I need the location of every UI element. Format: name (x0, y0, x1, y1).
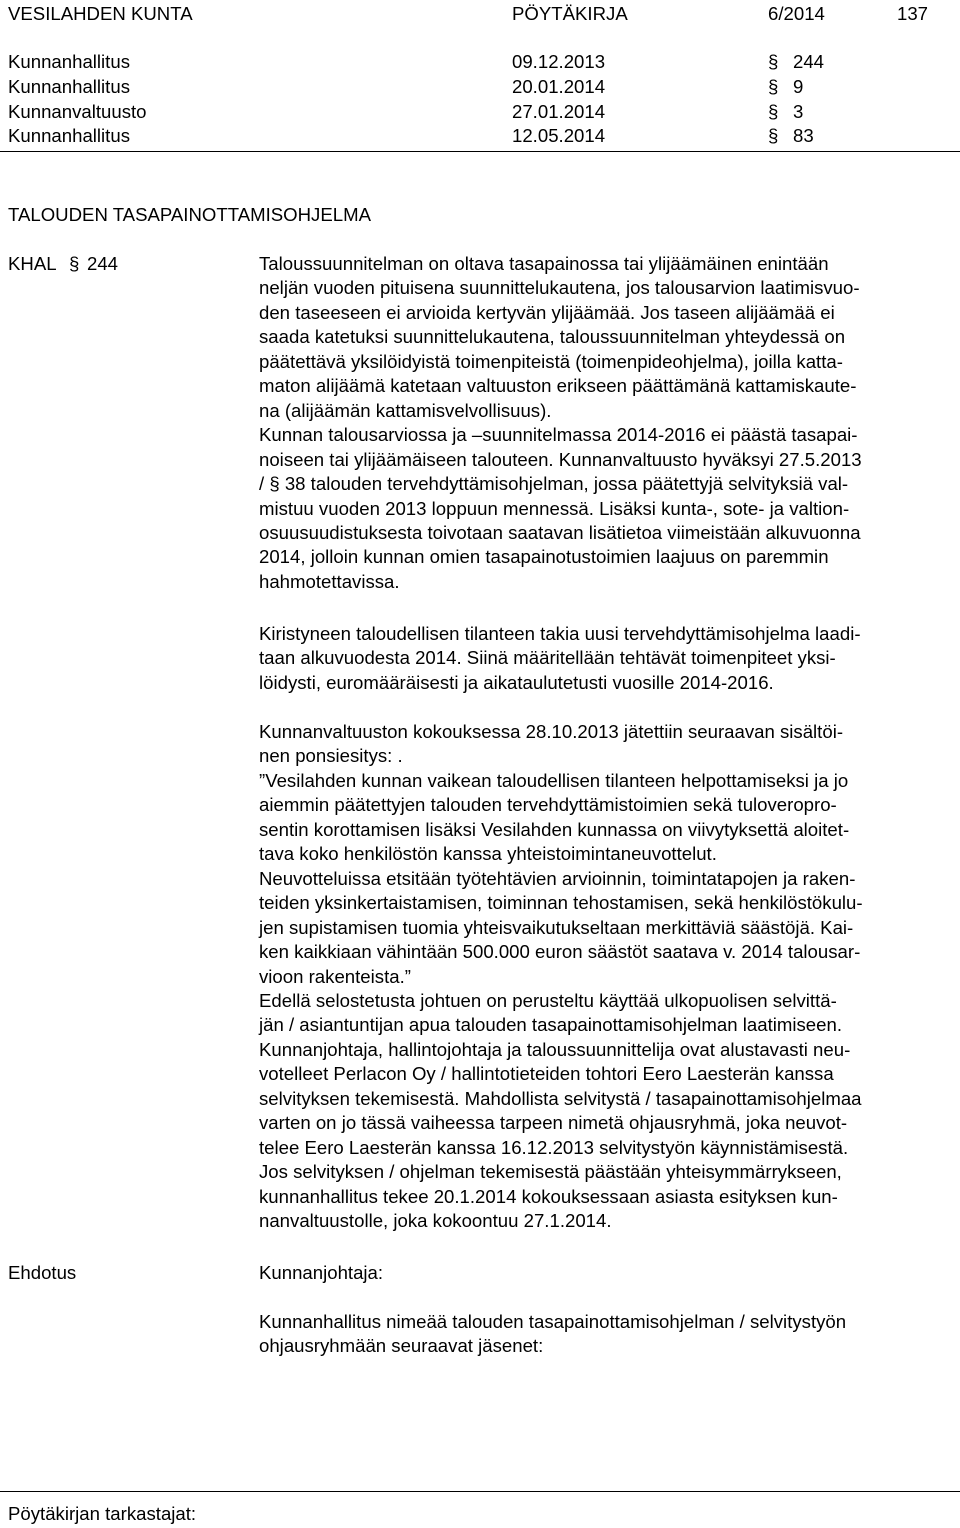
section-sign: § (768, 76, 779, 97)
paragraph-background: Taloussuunnitelman on oltava tasapainossa tai ylijäämäinen enintään neljän vuoden pituisena suunnittelukautena, jos talousarvion laatimisvuo- den taseeseen ei arvioida kertyvän ylijäämää. Jos taseen alijäämää ei saada katetuksi suunnittelukautena, taloussuunnitelman yhteydessä on päätettävä yksilöidyistä toimenpiteistä (toimenpideohjelma), joilla katta- maton alijäämä katetaan valtuuston erikseen päättämänä kattamiskaute- na (alijäämän kattamisvelvollisuus). Kunnan talousarviossa ja –suunnitelmassa 2014-2016 ei päästä tasapai- noiseen tai ylijäämäiseen talouteen. Kunnanvaltuusto hyväksyi 27.5.2013 / § 38 talouden tervehdyttämisohjelman, jossa päätettyjä selvityksiä val- mistuu vuoden 2013 loppuun mennessä. Lisäksi kunta-, sote- ja valtion- osuusuudistuksesta toivotaan saatavan lisätietoa viimeistään alkuvuonna 2014, jolloin kunnan omien tasapainotustoimien laajuus on paremmin hahmotettavissa. (259, 253, 862, 592)
body-paragraph (259, 622, 959, 695)
paragraph-council-motion: Kunnanvaltuuston kokouksessa 28.10.2013 jätettiin seuraavan sisältöi- nen ponsiesitys: . ”Vesilahden kunnan vaikean taloudellisen tilanteen helpottamiseksi ja jo aiemmin päätettyjen talouden tervehdyttämistoimien sekä tuloveropro- sentin korottamisen lisäksi Vesilahden kunnassa on viivytyksettä aloitet- tava koko henkilöstön kanssa yhteistoimintaneuvottelut. Neuvotteluissa etsitään työtehtävien arvioinnin, toimintatapojen ja raken- teiden yksinkertaistamisen, toiminnan tehostamisen, sekä henkilöstökulu- jen supistamisen tuomia yhteisvaikutukseltaan merkittäviä säästöjä. Kai- ken kaikkiaan vähintään 500.000 euron säästöt saatava v. 2014 talousar- vioon rakenteista.” Edellä selostetusta johtuen on perusteltu käyttää ulkopuolisen selvittä- jän / asiantuntijan apua talouden tasapainottamisohjelman laatimiseen. Kunnanjohtaja, hallintojohtaja ja taloussuunnittelija ovat alustavasti neu- votelleet Perlacon Oy / hallintotieteiden tohtori Eero Laesterän kanssa selvityksen tekemisestä. Mahdollista selvitystä / tasapainottamisohjelmaa varten on jo tässä vaiheessa tarpeen nimetä ohjausryhmä, joka neuvot- telee Eero Laesterän kanssa 16.12.2013 selvitystyön käynnistämisestä. Jos selvityksen / ohjelman tekemisestä päästään yhteisymmärrykseen, kunnanhallitus tekee 20.1.2014 kokouksessaan asiasta esityksen kun- nanvaltuustolle, joka kokoontuu 27.1.2014. (259, 721, 863, 1232)
proposal-label: Ehdotus (8, 1262, 77, 1283)
section-title: TALOUDEN TASAPAINOTTAMISOHJELMA (8, 204, 371, 225)
header-divider (0, 151, 960, 152)
meeting-body: Kunnanhallitus (8, 125, 130, 146)
proposal-text-block (259, 1310, 959, 1359)
section-number: 83 (793, 125, 814, 146)
page-number: 137 (897, 3, 929, 24)
body-paragraph (259, 720, 959, 1234)
meeting-date: 20.01.2014 (512, 76, 606, 97)
meetings-table (8, 0, 953, 152)
meeting-date: 12.05.2014 (512, 125, 606, 146)
document-type: PÖYTÄKIRJA (512, 3, 628, 24)
meeting-body: Kunnanhallitus (8, 51, 130, 72)
section-sign: § (768, 51, 779, 72)
case-prefix: KHAL (8, 253, 57, 274)
meeting-date: 09.12.2013 (512, 51, 606, 72)
meeting-row (8, 124, 953, 149)
meeting-body: Kunnanvaltuusto (8, 100, 147, 122)
issue-number: 6/2014 (768, 3, 825, 24)
footer-reviewers-label: Pöytäkirjan tarkastajat: (8, 1503, 197, 1524)
case-number: 244 (87, 253, 119, 274)
section-number: 3 (793, 100, 804, 122)
section-sign: § (768, 125, 779, 146)
meeting-row (8, 75, 953, 100)
meeting-body: Kunnanhallitus (8, 76, 130, 97)
proposal-text: Kunnanhallitus nimeää talouden tasapainottamisohjelman / selvitystyön ohjausryhmään seuraavat jäsenet: (259, 1311, 847, 1357)
section-sign: § (768, 100, 779, 122)
section-number: 9 (793, 76, 804, 97)
section-number: 244 (793, 51, 825, 72)
case-section-sign: § (69, 253, 80, 274)
meeting-row (8, 100, 953, 125)
proposer-label: Kunnanjohtaja: (259, 1262, 384, 1283)
meeting-row (8, 50, 953, 75)
body-paragraph (259, 252, 959, 594)
footer-divider (0, 1491, 960, 1492)
paragraph-new-programme: Kiristyneen taloudellisen tilanteen takia uusi tervehdyttämisohjelma laadi- taan alkuvuodesta 2014. Siinä määritellään tehtävät toimenpiteet yksi- löidysti, euromääräisesti ja aikataulutetusti vuosille 2014-2016. (259, 623, 861, 693)
meeting-date: 27.01.2014 (512, 100, 606, 122)
municipality-name: VESILAHDEN KUNTA (8, 3, 193, 24)
